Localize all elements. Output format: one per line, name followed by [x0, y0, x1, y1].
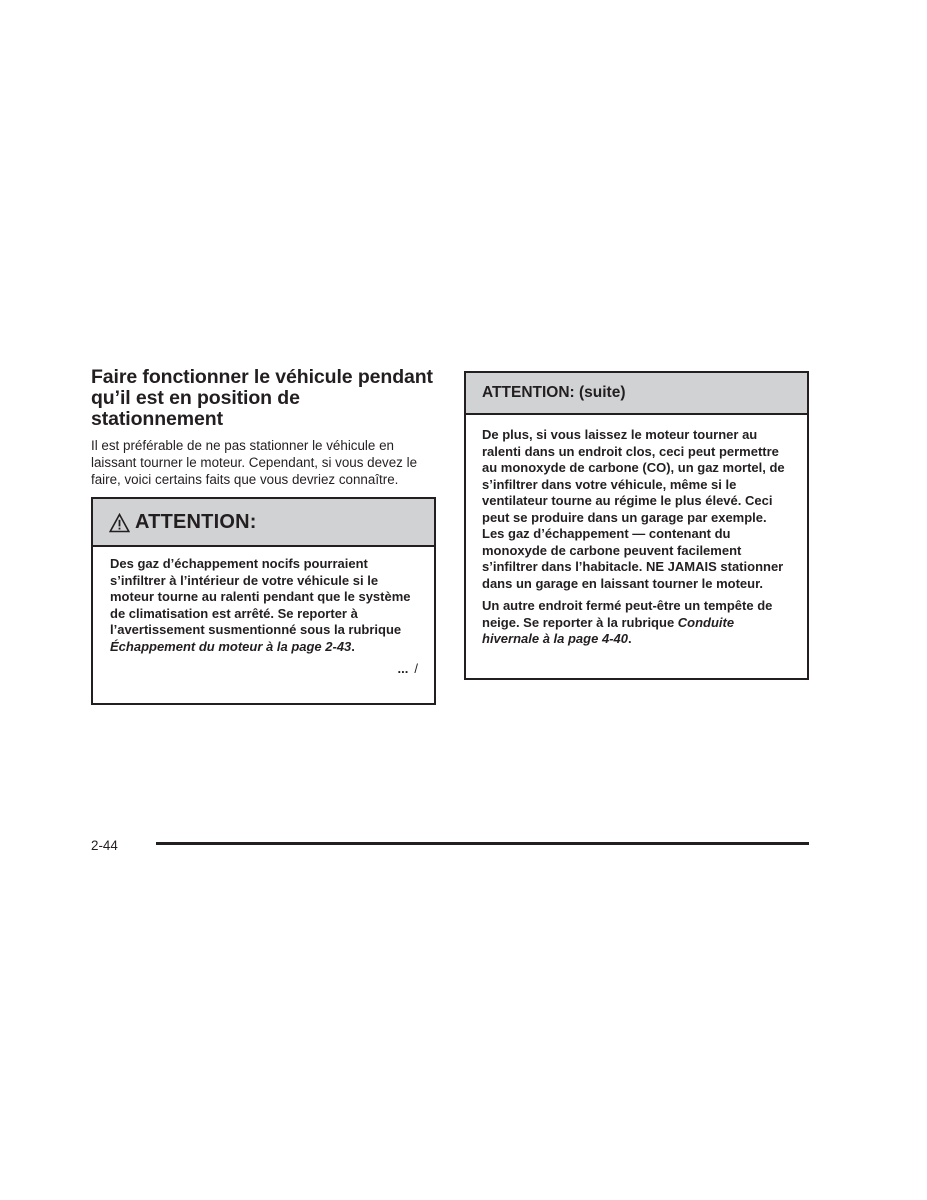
page-number: 2-44 — [91, 838, 118, 853]
attention-box — [91, 497, 436, 705]
attention-continued-paragraph-2 — [482, 598, 791, 648]
attention-text: Des gaz d’échappement nocifs pourraient s’infiltrer à l’intérieur de votre véhicule si le moteur tourne au ralenti pendant que le système de climatisation est arrêté. Se reporter à l’avertissement susmentionné sous la rubrique — [110, 556, 411, 637]
section-title: Faire fonctionner le véhicule pendant qu’il est en position de stationnement — [91, 366, 433, 430]
continued-ellipsis: ... — [397, 661, 409, 676]
footer-rule — [156, 842, 809, 845]
cross-reference-link[interactable]: Conduite hivernale à la page 4-40 — [482, 614, 735, 646]
paragraph-2-end: . — [627, 631, 632, 646]
left-column — [91, 367, 436, 488]
warning-triangle-icon — [109, 513, 130, 533]
attention-continued-heading: ATTENTION: (suite) — [482, 384, 626, 401]
attention-continued-body — [466, 415, 807, 648]
attention-continued-paragraph-1: De plus, si vous laissez le moteur tourner au ralenti dans un endroit clos, ceci peut permettre au monoxyde de carbone (CO), un gaz mortel, de s’infiltrer dans votre véhicule, même si le ventilateur tourne au régime le plus élevé. Ceci peut se produire dans un garage par exemple. Les gaz d’échappement — contenant du monoxyde de carbone peuvent facilement s’infiltrer dans l’habitacle. NE JAMAIS stationner dans un garage en laissant tourner le moteur. — [482, 427, 785, 591]
cross-reference-link[interactable]: Échappement du moteur à la page 2-43 — [110, 638, 352, 654]
attention-text-end: . — [351, 638, 355, 654]
attention-continued-header — [466, 373, 807, 415]
intro-paragraph: Il est préférable de ne pas stationner le véhicule en laissant tourner le moteur. Cependant, si vous devez le faire, voici certains faits que vous devriez connaître. — [91, 438, 418, 487]
attention-box-header — [93, 499, 434, 547]
continued-slash: / — [414, 661, 418, 676]
attention-continued-box — [464, 371, 809, 680]
continued-indicator — [110, 661, 418, 678]
attention-heading: ATTENTION: — [135, 510, 257, 533]
paragraph-2-text: Un autre endroit fermé peut-être un tempête de neige. Se reporter à la rubrique — [482, 598, 773, 630]
attention-box-body — [93, 547, 434, 678]
attention-paragraph — [110, 556, 418, 655]
